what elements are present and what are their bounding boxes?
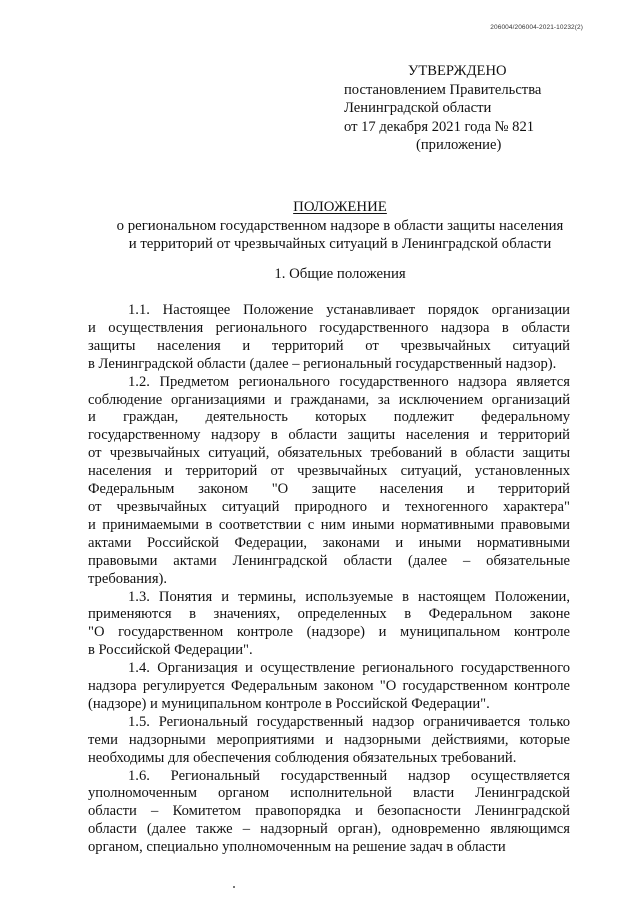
paragraph-line: 1.1. Настоящее Положение устанавливает порядок организации <box>128 302 570 318</box>
paragraph-line: Федеральным законом "О защите населения и территорий <box>88 481 570 498</box>
paragraph-line: и принимаемыми в соответствии с ним иными нормативными правовыми <box>88 516 570 533</box>
paragraph-line: соблюдение организациями и гражданами, за исключением организаций <box>88 391 570 408</box>
paragraph-line: актами Российской Федерации, законами и иными нормативными <box>88 534 570 551</box>
document-subtitle-line: и территорий от чрезвычайных ситуаций в Ленинградской области <box>128 236 552 253</box>
paragraph-line: "О государственном контроле (надзоре) и муниципальном контроле <box>88 624 570 641</box>
paragraph-line: надзора регулируется Федеральным законом "О государственном контроле <box>88 678 570 695</box>
paragraph-line: требования). <box>88 570 168 587</box>
paragraph <box>88 660 570 714</box>
paragraph-line: области (далее также – надзорный орган), одновременно являющимся <box>88 821 570 838</box>
paragraph-line: и граждан, деятельность которых подлежит федеральному <box>88 409 570 426</box>
paragraph-line: в Ленинградской области (далее – региональный государственный надзор). <box>88 355 557 372</box>
paragraph-line: и осуществления регионального государственного надзора в области <box>88 319 570 336</box>
paragraph-line: области – Комитетом правопорядка и безопасности Ленинградской <box>88 803 570 820</box>
document-heading <box>60 198 620 254</box>
paragraph-line: населения и территорий от чрезвычайных ситуаций, установленных <box>88 463 570 480</box>
paragraph-line: органом, специально уполномоченным на решение задач в области <box>88 839 506 856</box>
paragraph-line: уполномоченным органом исполнительной власти Ленинградской <box>88 785 570 802</box>
paragraph-line: 1.6. Региональный государственный надзор осуществляется <box>128 767 570 784</box>
paragraph-line: защиты населения и территорий от чрезвычайных ситуаций <box>88 337 570 354</box>
paragraph-line: государственному надзору в области защиты населения и территорий <box>88 427 570 444</box>
paragraph-line: 1.2. Предметом регионального государственного надзора является <box>128 373 570 390</box>
paragraph <box>88 589 570 661</box>
section-title: 1. Общие положения <box>274 266 406 282</box>
paragraph-line: от чрезвычайных ситуаций, обязательных требований в области защиты <box>88 445 570 462</box>
document-body <box>88 302 570 857</box>
paragraph-line: правовыми актами Ленинградской области (далее – обязательные <box>88 552 570 569</box>
paragraph <box>88 768 570 858</box>
paragraph-line: применяются в значениях, определенных в Федеральном законе <box>88 606 570 623</box>
document-id: 206004/206004-2021-10232(2) <box>490 24 583 31</box>
approval-appendix: (приложение) <box>416 137 502 153</box>
paragraph <box>88 374 570 589</box>
paragraph-line: 1.3. Понятия и термины, используемые в настоящем Положении, <box>128 588 570 605</box>
document-subtitle-line: о региональном государственном надзоре в области защиты населения <box>116 217 564 234</box>
approval-line: постановлением Правительства <box>344 81 542 98</box>
paragraph <box>88 714 570 768</box>
paragraph-line: от чрезвычайных ситуаций природного и техногенного характера" <box>88 498 570 515</box>
approval-title: УТВЕРЖДЕНО <box>408 63 507 79</box>
paragraph-line: необходимы для обеспечения соблюдения обязательных требований. <box>88 749 517 766</box>
paragraph-line: теми надзорными мероприятиями и надзорными действиями, которые <box>88 731 570 748</box>
approval-block <box>344 62 541 155</box>
approval-line: от 17 декабря 2021 года № 821 <box>344 118 535 135</box>
paragraph-line: в Российской Федерации". <box>88 642 253 659</box>
paragraph-line: 1.5. Региональный государственный надзор ограничивается только <box>128 713 570 730</box>
scan-dot <box>233 886 235 888</box>
document-title: ПОЛОЖЕНИЕ <box>293 199 387 215</box>
paragraph <box>88 302 570 374</box>
approval-line: Ленинградской области <box>344 100 492 116</box>
paragraph-line: 1.4. Организация и осуществление регионального государственного <box>128 660 570 677</box>
paragraph-line: (надзоре) и муниципальном контроле в Российской Федерации". <box>88 695 490 712</box>
